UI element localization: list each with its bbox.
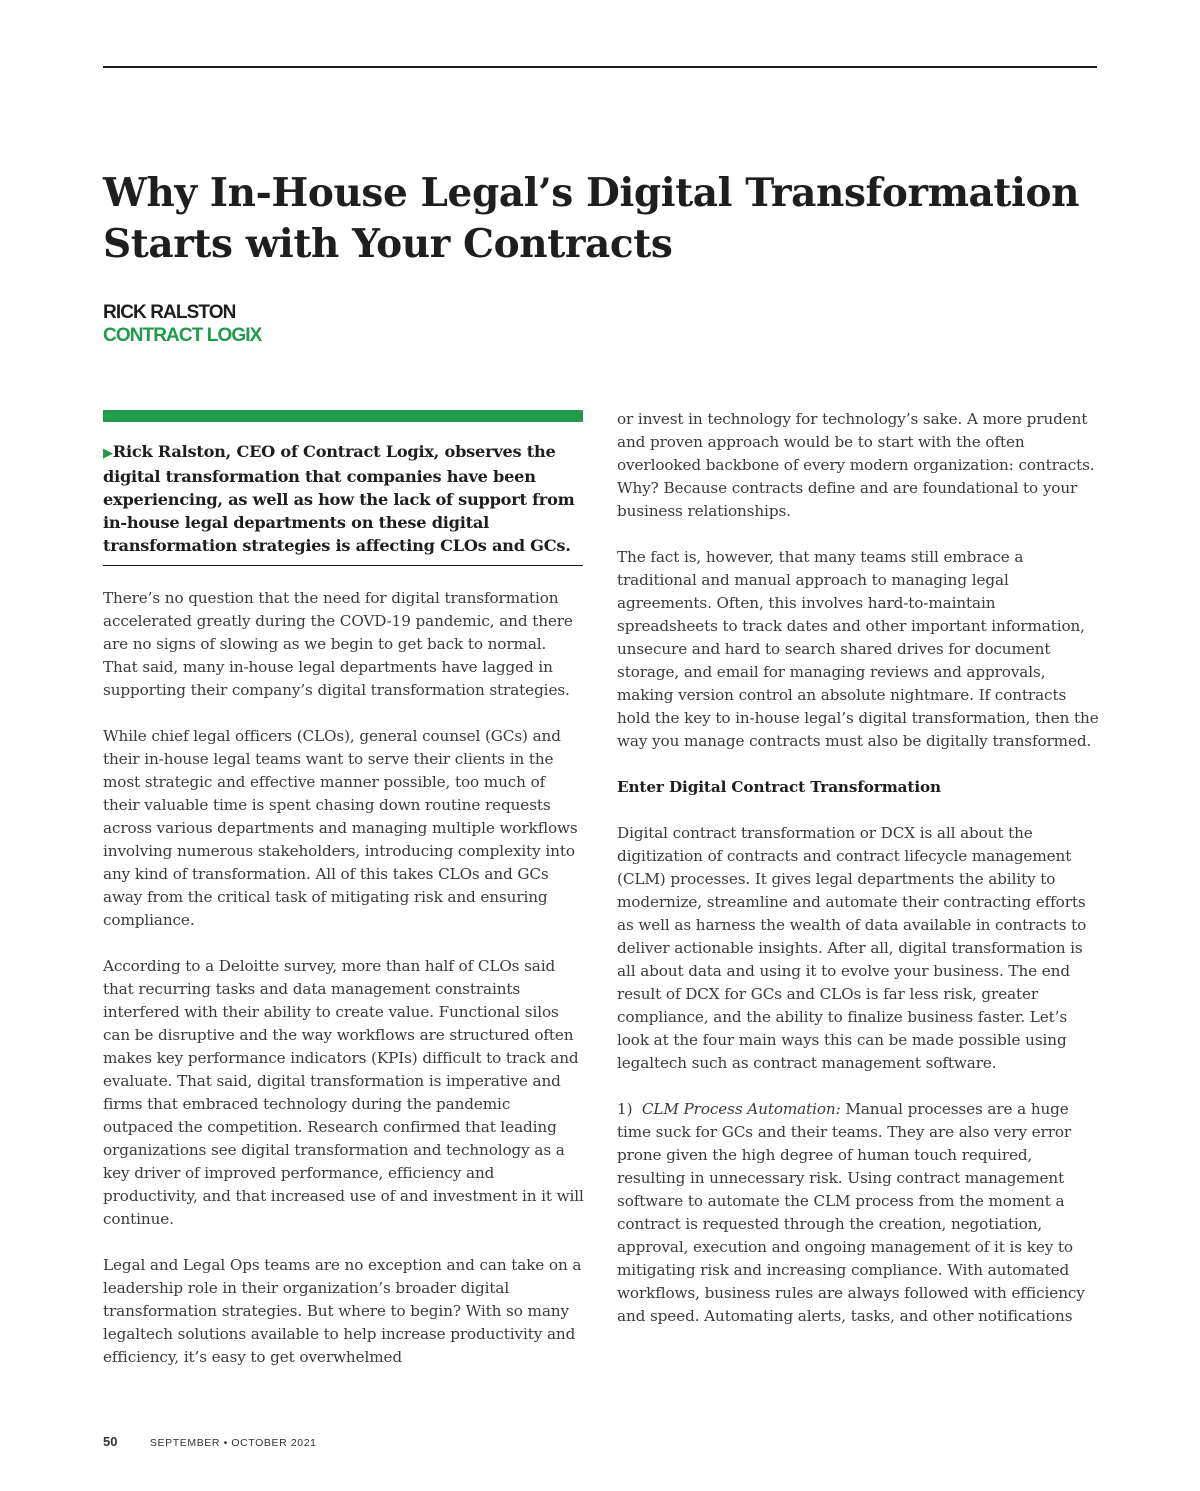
body-paragraph: or invest in technology for technology’s sake. A more prudent and proven approach would be to start with the often overlooked backbone of every modern organization: contracts. Why? Because contracts define and are foundational to your business relationships. xyxy=(617,410,1095,520)
body-paragraph: While chief legal officers (CLOs), general counsel (GCs) and their in-house legal teams want to serve their clients in the most strategic and effective manner possible, too much of their valuable time is spent chasing down routine requests across various departments and managing multiple workflows involving numerous stakeholders, introducing complexity into any kind of transformation. All of this takes CLOs and GCs away from the critical task of mitigating risk and ensuring compliance. xyxy=(103,727,578,929)
author-name: RICK RALSTON xyxy=(103,302,236,323)
byline xyxy=(103,301,261,347)
item-text: Manual processes are a huge time suck for GCs and their teams. They are also very error prone given the high degree of human touch required, resulting in unnecessary risk. Using contract management software to automate the CLM process from the moment a contract is requested through the creation, negotiation, approval, execution and ongoing management of it is key to mitigating risk and increasing compliance. With automated workflows, business rules are always followed with efficiency and speed. Automating alerts, tasks, and other notifications xyxy=(617,1100,1085,1325)
body-paragraph: Digital contract transformation or DCX is all about the digitization of contracts and contract lifecycle management (CLM) processes. It gives legal departments the ability to modernize, streamline and automate their contracting efforts as well as harness the wealth of data available in contracts to deliver actionable insights. After all, digital transformation is all about data and using it to evolve your business. The end result of DCX for GCs and CLOs is far less risk, greater compliance, and the ability to finalize business faster. Let’s look at the four main ways this can be made possible using legaltech such as contract management software. xyxy=(617,824,1087,1072)
left-column xyxy=(103,587,585,1392)
article-title xyxy=(103,168,1097,270)
top-rule xyxy=(103,66,1097,68)
numbered-paragraph xyxy=(617,1098,1099,1328)
triangle-arrow-icon: ▶ xyxy=(103,446,113,461)
title-line-1: Why In-House Legal’s Digital Transformation xyxy=(103,170,1080,216)
right-column xyxy=(617,408,1099,1351)
issue-date: SEPTEMBER • OCTOBER 2021 xyxy=(149,1437,317,1449)
item-number: 1) xyxy=(617,1100,633,1118)
body-paragraph: According to a Deloitte survey, more than half of CLOs said that recurring tasks and data management constraints interfered with their ability to create value. Functional silos can be disruptive and the way workflows are structured often makes key performance indicators (KPIs) difficult to track and evaluate. That said, digital transformation is imperative and firms that embraced technology during the pandemic outpaced the competition. Research confirmed that leading organizations see digital transformation and technology as a key driver of improved performance, efficiency and productivity, and that increased use of and investment in it will continue. xyxy=(103,957,584,1228)
body-paragraph: There’s no question that the need for digital transformation accelerated greatly during the COVD-19 pandemic, and there are no signs of slowing as we begin to get back to normal. That said, many in-house legal departments have lagged in supporting their company’s digital transformation strategies. xyxy=(103,589,573,699)
title-line-2: Starts with Your Contracts xyxy=(103,221,673,267)
deck-text: Rick Ralston, CEO of Contract Logix, observes the digital transformation that companies have been experiencing, as well as how the lack of support from in-house legal departments on these digital transformation strategies is affecting CLOs and GCs. xyxy=(103,442,575,555)
page-footer xyxy=(103,1433,317,1451)
page-number: 50 xyxy=(103,1434,118,1449)
body-paragraph: Legal and Legal Ops teams are no exception and can take on a leadership role in their organization’s broader digital transformation strategies. But where to begin? With so many legaltech solutions available to help increase productivity and efficiency, it’s easy to get overwhelmed xyxy=(103,1256,582,1366)
section-heading: Enter Digital Contract Transformation xyxy=(617,778,941,796)
body-paragraph: The fact is, however, that many teams still embrace a traditional and manual approach to managing legal agreements. Often, this involves hard-to-maintain spreadsheets to track dates and other important information, unsecure and hard to search shared drives for document storage, and email for managing reviews and approvals, making version control an absolute nightmare. If contracts hold the key to in-house legal’s digital transformation, then the way you manage contracts must also be digitally transformed. xyxy=(617,548,1099,750)
author-organization: CONTRACT LOGIX xyxy=(103,325,262,346)
deck-rule xyxy=(103,565,583,566)
deck xyxy=(103,440,583,557)
deck-accent-bar xyxy=(103,410,583,422)
item-label: CLM Process Automation: xyxy=(641,1100,841,1118)
